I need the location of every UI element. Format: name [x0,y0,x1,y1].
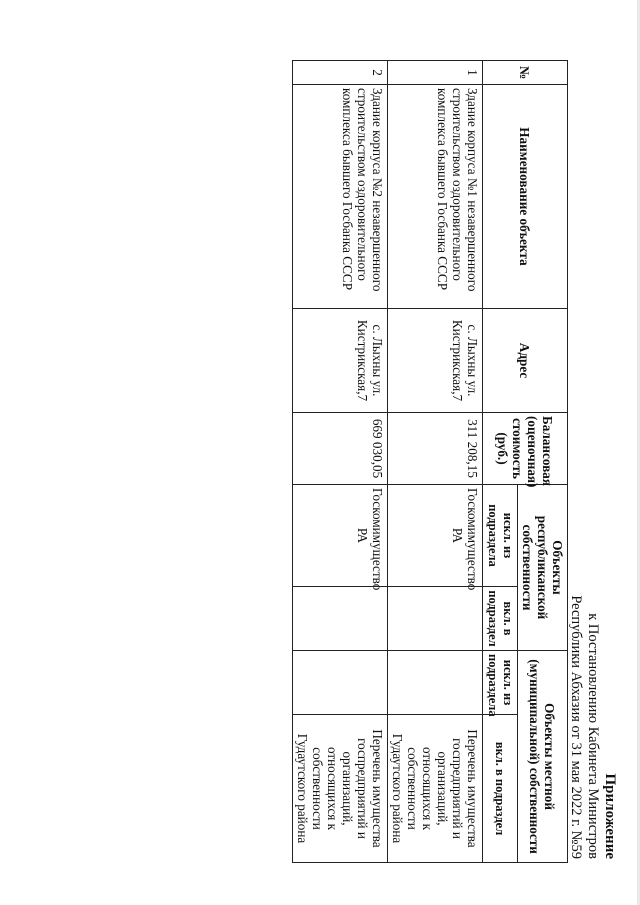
row-loc-excluded [388,651,483,715]
row-rep-included [293,587,388,651]
row-rep-included [388,587,483,651]
appendix-caption [567,595,618,859]
row-address: с. Лыхны ул. Кистрикская,7 [293,309,388,413]
row-rep-excluded: Госкомимущество РА [293,485,388,587]
header-name: Наименование объекта [483,85,568,309]
row-rep-excluded: Госкомимущество РА [388,485,483,587]
header-row-1 [518,61,568,863]
row-name: Здание корпуса №2 незавершенного строительством оздоровительного комплекса бывшего Госбанка СССР [293,85,388,309]
appendix-line-2: Республики Абхазия от 31 мая 2022 г. №59 [568,595,584,859]
header-loc-included: вкл. в подраздел [483,715,518,863]
row-loc-included: Перечень имущества госпредприятий и организаций, относящихся к собственности Гудаутского района [293,715,388,863]
header-num: № [483,61,568,85]
header-balance: Балансовая (оценочная) стоимость (руб.) [483,413,568,485]
row-loc-excluded [293,651,388,715]
header-loc-excluded: искл. из подраздела [483,651,518,715]
row-num: 2 [293,61,388,85]
row-num: 1 [388,61,483,85]
header-republic-group: Объекты республиканской собственности [518,485,568,651]
header-address: Адрес [483,309,568,413]
appendix-line-1: к Постановлению Кабинета Министров [585,613,601,859]
property-table [292,60,568,863]
row-loc-included: Перечень имущества госпредприятий и организаций, относящихся к собственности Гудаутского района [388,715,483,863]
row-balance: 311 208,15 [388,413,483,485]
header-rep-excluded: искл. из подраздела [483,485,518,587]
row-balance: 669 030,05 [293,413,388,485]
appendix-title: Приложение [602,773,618,859]
header-local-group: Объекты местной (муниципальной) собственности [518,651,568,863]
table-row [388,61,483,863]
header-rep-included: вкл. в подраздел [483,587,518,651]
table-row [293,61,388,863]
row-name: Здание корпуса №1 незавершенного строительством оздоровительного комплекса бывшего Госбанка СССР [388,85,483,309]
row-address: с. Лыхны ул. Кистрикская,7 [388,309,483,413]
